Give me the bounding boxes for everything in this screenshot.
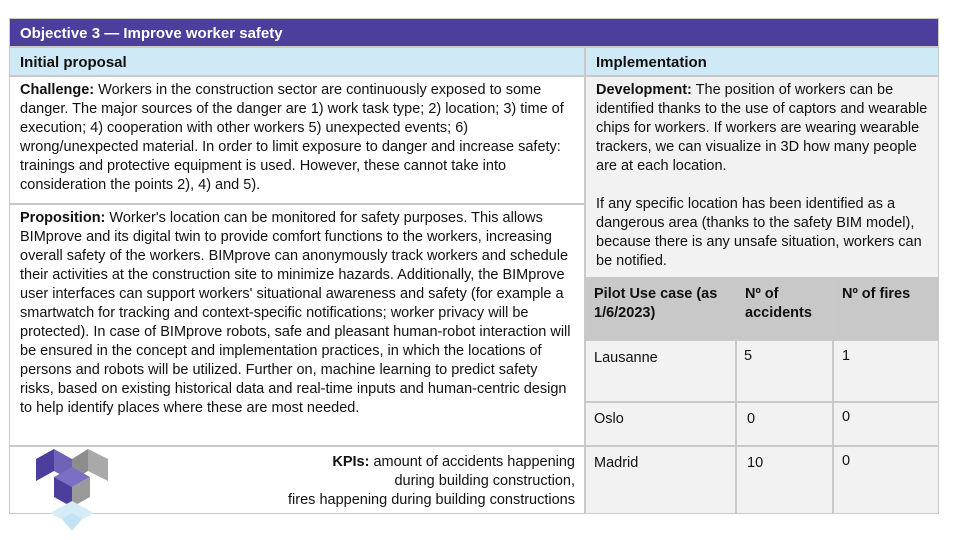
challenge-cell: [9, 76, 585, 204]
table-header-row: [585, 278, 939, 340]
proposition-text: Worker's location can be monitored for safety purposes. This allows BIMprove and its digital twin to provide comfort functions to the workers, increasing overall safety of the workers. BIMprove can anonymously track workers and schedule their activities at the construction site to minimize hazards. Additionally, the BIMprove user interfaces can support workers' situational awareness and safety (for example a smartwatch for tracking and context-specific notifications; worker privacy will be protected). In case of BIMprove robots, safe and pleasant human-robot interaction will be ensured in the concept and implementation practices, in which the locations of persons and robots will be utilized. Further on, machine learning to predict safety risks, based on existing historical data and real-time inputs and human-centric design to help identify places where these are most needed.: [20, 210, 571, 416]
cell-site: Oslo: [585, 402, 736, 446]
objective-table: [9, 18, 939, 514]
col-header-accidents: Nº of accidents: [736, 278, 833, 340]
development-cell: [585, 76, 939, 278]
table-row: [585, 446, 939, 514]
cell-accidents: 0: [736, 402, 833, 446]
kpis-text: [288, 453, 575, 510]
cell-site: Madrid: [585, 446, 736, 514]
kpis-line-2: during building construction,: [394, 473, 575, 489]
col-header-pilot: Pilot Use case (as 1/6/2023): [585, 278, 736, 340]
proposition-label: Proposition:: [20, 210, 106, 226]
bimprove-logo: [32, 449, 112, 531]
cell-fires: 0: [833, 446, 939, 514]
challenge-label: Challenge:: [20, 82, 95, 98]
kpis-line-1: amount of accidents happening: [373, 454, 575, 470]
development-label: Development:: [596, 82, 692, 98]
kpis-cell: [9, 446, 585, 514]
challenge-text: Workers in the construction sector are continuously exposed to some danger. The major sources of the danger are 1) work task type; 2) location; 3) time of execution; 4) cooperation with other workers 5) unexpected events; 6) wrong/unexpected material. In order to limit exposure to danger and increase safety: trainings and protective equipment is used. However, these cannot take into consideration the points 2), 4) and 5).: [20, 82, 564, 193]
cell-accidents: 10: [736, 446, 833, 514]
kpis-line-3: fires happening during building constructions: [288, 492, 575, 508]
cell-fires: 1: [833, 340, 939, 402]
development-text-2: If any specific location has been identified as a dangerous area (thanks to the safety BIM model), because there is any unsafe situation, workers can be notified.: [596, 196, 922, 269]
cell-site: Lausanne: [585, 340, 736, 402]
development-text-1: The position of workers can be identified thanks to the use of captors and wearable chips for workers. If workers are wearing wearable trackers, we can visualize in 3D how many people are at each location.: [596, 82, 928, 174]
proposition-cell: [9, 204, 585, 446]
cell-accidents: 5: [736, 340, 833, 402]
objective-title: Objective 3 — Improve worker safety: [9, 18, 939, 47]
table-row: [585, 402, 939, 446]
col-header-fires: Nº of fires: [833, 278, 939, 340]
initial-proposal-header: Initial proposal: [9, 47, 585, 76]
cell-fires: 0: [833, 402, 939, 446]
kpis-label: KPIs:: [332, 454, 370, 470]
table-row: [585, 340, 939, 402]
implementation-header: Implementation: [585, 47, 939, 76]
